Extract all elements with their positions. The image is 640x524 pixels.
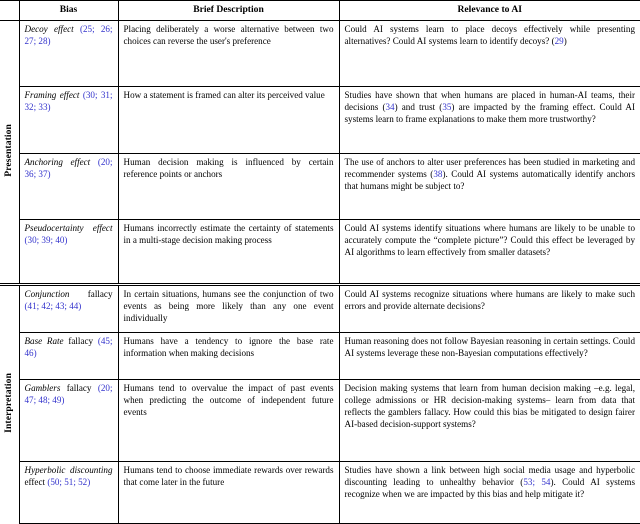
table-row xyxy=(0,380,640,462)
description-cell: Human decision making is influenced by certain reference points or anchors xyxy=(118,154,339,220)
bias-cell xyxy=(19,333,118,380)
relevance-cell: Could AI systems recognize situations where humans are likely to make such errors and provide alternate decisions? xyxy=(339,286,640,333)
table-row xyxy=(0,154,640,220)
bias-cell xyxy=(19,286,118,333)
description-cell: Humans tend to overvalue the impact of past events when predicting the outcome of independent future events xyxy=(118,380,339,462)
table-row xyxy=(0,87,640,154)
description-cell: Humans tend to choose immediate rewards over rewards that come later in the future xyxy=(118,462,339,524)
inline-citation: 38 xyxy=(433,169,443,180)
table-header xyxy=(0,1,640,21)
header-description: Brief Description xyxy=(118,1,339,21)
bias-name: Hyperbolic discounting xyxy=(24,465,113,476)
table-row xyxy=(0,286,640,333)
inline-citation: 34 xyxy=(385,102,395,113)
description-cell: Humans incorrectly estimate the certainty of statements in a multi-stage decision making process xyxy=(118,220,339,284)
description-cell: In certain situations, humans see the conjunction of two events as being more likely than any one event individually xyxy=(118,286,339,333)
inline-citation: 35 xyxy=(442,102,452,113)
bias-name-plain: fallacy xyxy=(68,336,94,347)
bias-cell xyxy=(19,380,118,462)
inline-citation: 53; 54 xyxy=(523,477,551,488)
relevance-cell: Studies have shown that when humans are placed in human-AI teams, their decisions (34) and trust (35) are impacted by the framing effect. Could AI systems learn to frame explanations to make them more trustworthy? xyxy=(339,87,640,154)
table-row xyxy=(0,333,640,380)
bias-cell xyxy=(19,462,118,524)
group-label-presentation xyxy=(0,21,19,284)
inline-citation: 29 xyxy=(554,36,564,47)
header-bias: Bias xyxy=(19,1,118,21)
bias-cell xyxy=(19,154,118,220)
group-label-interpretation xyxy=(0,286,19,524)
header-relevance: Relevance to AI xyxy=(339,1,640,21)
bias-name-plain: fallacy xyxy=(66,383,92,394)
relevance-cell: Could AI systems learn to place decoys effectively while presenting alternatives? Could AI systems learn to identify decoys? (29) xyxy=(339,21,640,87)
header-row xyxy=(0,1,640,21)
bias-citations: (20; 36; 37) xyxy=(24,157,113,180)
bias-name-plain: effect xyxy=(24,477,46,488)
description-cell: Humans have a tendency to ignore the base rate information when making decisions xyxy=(118,333,339,380)
description-cell: Placing deliberately a worse alternative between two choices can reverse the user's preference xyxy=(118,21,339,87)
relevance-cell: Decision making systems that learn from human decision making –e.g. legal, college admissions or HR decision-making systems– learn from data that reflects the gamblers fallacy. How could this bias be mitigated to design fairer AI-based decision-support systems? xyxy=(339,380,640,462)
bias-citations: (30; 31; 32; 33) xyxy=(24,90,113,113)
bias-cell xyxy=(19,21,118,87)
bias-name: Pseudocertainty effect xyxy=(24,223,113,234)
group-label-text: Interpretation xyxy=(3,373,15,434)
bias-citations: (50; 51; 52) xyxy=(47,477,91,488)
table-row xyxy=(0,220,640,284)
table-row xyxy=(0,21,640,87)
bias-citations: (20; 47; 48; 49) xyxy=(24,383,113,406)
bias-name: Base Rate xyxy=(24,336,64,347)
bias-name: Decoy effect xyxy=(24,24,74,35)
relevance-cell: Human reasoning does not follow Bayesian reasoning in certain settings. Could AI systems leverage these non-Bayesian computations effectively? xyxy=(339,333,640,380)
bias-name: Conjunction xyxy=(24,289,70,300)
bias-citations: (30; 39; 40) xyxy=(24,235,68,246)
bias-name-plain: fallacy xyxy=(87,289,113,300)
bias-citations: (45; 46) xyxy=(24,336,113,359)
bias-name: Gamblers xyxy=(24,383,61,394)
bias-cell xyxy=(19,87,118,154)
table-row xyxy=(0,462,640,524)
bias-cell xyxy=(19,220,118,284)
relevance-cell: The use of anchors to alter user preferences has been studied in marketing and recommender systems (38). Could AI systems automatically identify anchors that humans might be subject to? xyxy=(339,154,640,220)
bias-citations: (41; 42; 43; 44) xyxy=(24,301,82,312)
relevance-cell: Could AI systems identify situations where humans are likely to be unable to accurately compute the “complete picture”? Could this effect be leveraged by AI algorithms to learn effectively from smaller datasets? xyxy=(339,220,640,284)
table-body xyxy=(0,21,640,524)
bias-citations: (25; 26; 27; 28) xyxy=(24,24,113,47)
bias-name: Framing effect xyxy=(24,90,80,101)
description-cell: How a statement is framed can alter its perceived value xyxy=(118,87,339,154)
group-label-text: Presentation xyxy=(3,124,15,177)
header-group-blank xyxy=(0,1,19,21)
bias-name: Anchoring effect xyxy=(24,157,91,168)
relevance-cell: Studies have shown a link between high social media usage and hyperbolic discounting leading to unhealthy behavior (53; 54). Could AI systems recognize when we are impacted by this bias and help mitigate it? xyxy=(339,462,640,524)
